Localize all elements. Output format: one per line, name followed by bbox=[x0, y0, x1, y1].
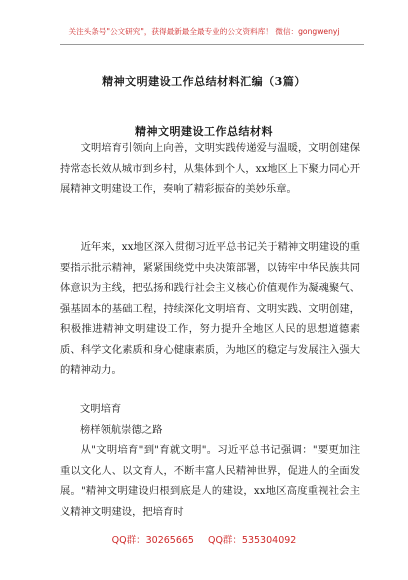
subheading-culture: 文明培育 bbox=[80, 403, 122, 415]
section-title: 精神文明建设工作总结材料 bbox=[135, 125, 273, 138]
footer-contact bbox=[0, 532, 408, 546]
body-paragraph-2: 近年来，xx地区深入贯彻习近平总书记关于精神文明建设的重要指示批示精神，紧紧围绕党中央决策部署，以铸牢中华民族共同体意识为主线，把弘扬和践行社会主义核心价值观作为凝魂聚气、强基固本的基础工程，持续深化文明培育、文明实践、文明创建，积极推进精神文明建设工作，努力提升全地区人民的思想道德素质、科学文化素质和身心健康素质，为地区的稳定与发展注入强大的精神动力。 bbox=[60, 241, 360, 376]
header-banner: 关注头条号"公文研究"，获得最新最全最专业的公文资料库！ 微信：gongwenyj bbox=[68, 27, 340, 36]
body-paragraph-1: 文明培育引领向上向善，文明实践传递爱与温暖，文明创建保持常态长效从城市到乡村，从集体到个人，xx地区上下聚力同心开展精神文明建设工作，奏响了精彩振奋的美妙乐章。 bbox=[60, 142, 360, 195]
body-paragraph-3: 从"文明培育"到"育就文明"。习近平总书记强调："要更加注重以文化人、以文育人，不断丰富人民精神世界，促进人的全面发展。"精神文明建设归根到底是人的建设，xx地区高度重视社会主义精神文明建设，把培育时 bbox=[60, 444, 360, 518]
footer-qq-group-1: QQ群：30265665 bbox=[111, 535, 194, 546]
footer-qq-group-2: QQ群：535304092 bbox=[207, 535, 297, 546]
subheading-role-models: 榜样领航崇德之路 bbox=[80, 424, 163, 436]
header-divider bbox=[60, 44, 364, 45]
document-title: 精神文明建设工作总结材料汇编（3篇） bbox=[102, 75, 306, 88]
